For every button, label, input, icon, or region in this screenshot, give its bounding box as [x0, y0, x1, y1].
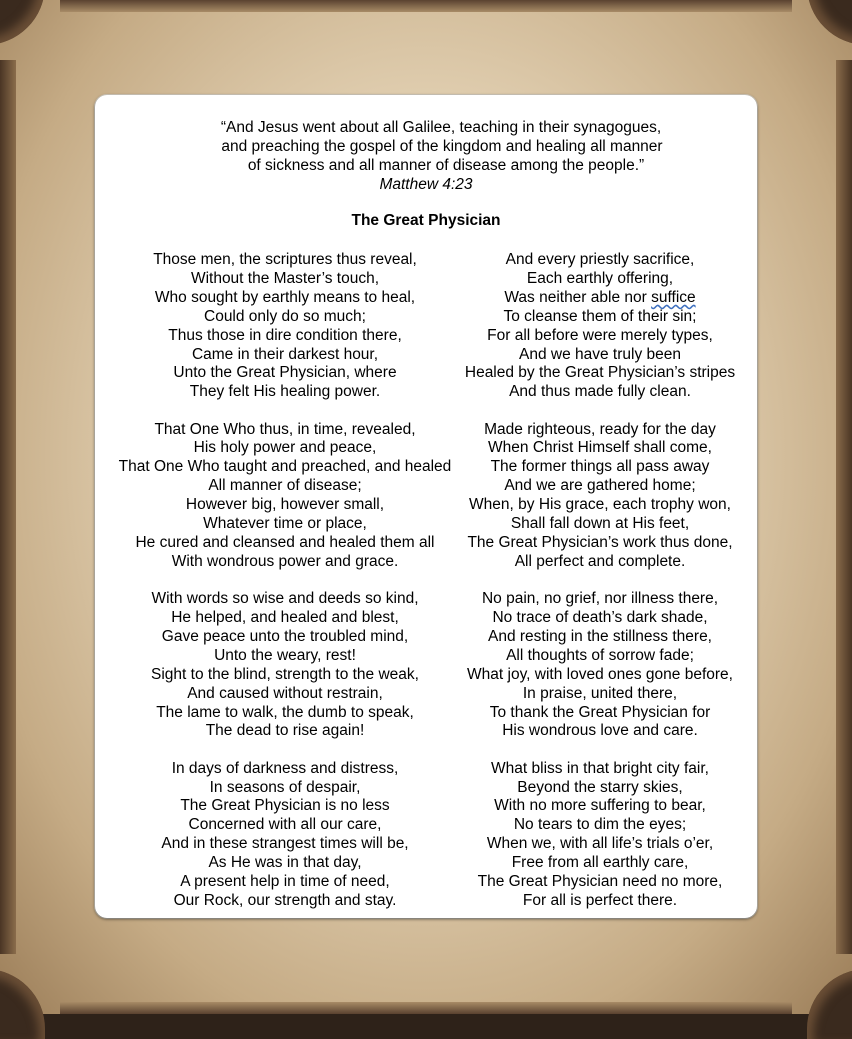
- poem-line: The lame to walk, the dumb to speak,: [156, 703, 414, 721]
- stanza: [445, 760, 755, 911]
- poem-line: And we have truly been: [519, 345, 681, 363]
- poem-column-left: [105, 251, 465, 929]
- poem-line: In praise, united there,: [522, 684, 678, 702]
- poem-line: Gave peace unto the troubled mind,: [161, 627, 409, 645]
- poem-line: And caused without restrain,: [187, 684, 383, 702]
- poem-line: All perfect and complete.: [514, 552, 686, 570]
- frame-edge-right: [836, 60, 852, 954]
- frame-edge-bottom: [60, 1002, 792, 1014]
- poem-line: The Great Physician is no less: [180, 797, 390, 815]
- poem-line: No pain, no grief, nor illness there,: [481, 590, 719, 608]
- poem-line: Sight to the blind, strength to the weak,: [151, 665, 419, 683]
- frame-corner-top-right: [807, 0, 852, 45]
- poem-line: Free from all earthly care,: [511, 854, 689, 872]
- poem-line: He helped, and healed and blest,: [171, 609, 399, 626]
- poem-line: The Great Physician need no more,: [477, 873, 723, 891]
- poem-line: And we are gathered home;: [504, 477, 696, 495]
- poem-line: That One Who taught and preached, and healed: [118, 458, 452, 476]
- poem-line: Our Rock, our strength and stay.: [173, 891, 397, 909]
- poem-line: Made righteous, ready for the day: [484, 420, 716, 438]
- poem-line: Whatever time or place,: [203, 515, 367, 533]
- poem-line: All manner of disease;: [208, 477, 362, 495]
- poem-line: Those men, the scriptures thus reveal,: [153, 251, 417, 268]
- epigraph-line: of sickness and all manner of disease among the people.”: [247, 156, 645, 174]
- poem-line: Who sought by earthly means to heal,: [154, 288, 416, 306]
- poem-line: What bliss in that bright city fair,: [491, 759, 709, 777]
- poem-line: And thus made fully clean.: [509, 383, 691, 401]
- spellcheck-word: suffice: [651, 288, 696, 306]
- poem-line: Was neither able nor suffice: [504, 288, 696, 306]
- frame-corner-bottom-left: [0, 969, 45, 1039]
- poem-line: Came in their darkest hour,: [191, 345, 379, 363]
- epigraph-line: and preaching the gospel of the kingdom and healing all manner: [221, 137, 663, 155]
- poem-line: The dead to rise again!: [205, 722, 365, 740]
- poem-line: However big, however small,: [185, 496, 385, 514]
- poem-column-right: [445, 251, 755, 929]
- poem-line: Beyond the starry skies,: [517, 778, 683, 796]
- poem-line: And every priestly sacrifice,: [505, 251, 695, 268]
- frame-corner-top-left: [0, 0, 45, 45]
- stanza: [105, 421, 465, 572]
- poem-line: With no more suffering to bear,: [494, 797, 706, 815]
- epigraph-citation: Matthew 4:23: [379, 175, 473, 193]
- poem-line: A present help in time of need,: [180, 873, 390, 891]
- poem-line: With wondrous power and grace.: [171, 552, 399, 570]
- poem-line: Could only do so much;: [204, 307, 366, 325]
- poem-line: No trace of death’s dark shade,: [492, 609, 708, 626]
- poem-line: His wondrous love and care.: [502, 722, 698, 740]
- poem-line: He cured and cleansed and healed them all: [135, 533, 435, 551]
- poem-line: For all is perfect there.: [522, 891, 678, 909]
- poem-line: When Christ Himself shall come,: [488, 439, 712, 457]
- poem-line: Unto the Great Physician, where: [173, 364, 397, 382]
- poem-line: That One Who thus, in time, revealed,: [154, 420, 416, 438]
- poem-line: In days of darkness and distress,: [171, 759, 399, 777]
- poem-line: As He was in that day,: [208, 854, 362, 872]
- frame-edge-top: [60, 0, 792, 12]
- poem-line: They felt His healing power.: [189, 383, 381, 401]
- poem-line: And in these strangest times will be,: [161, 835, 409, 853]
- frame-edge-left: [0, 60, 16, 954]
- poem-line: For all before were merely types,: [487, 326, 713, 344]
- poem-line: Thus those in dire condition there,: [168, 326, 402, 344]
- poem-line: Healed by the Great Physician’s stripes: [464, 364, 736, 382]
- stanza: [105, 251, 465, 402]
- poem-line: Shall fall down at His feet,: [510, 515, 690, 533]
- epigraph-line: “And Jesus went about all Galilee, teaching in their synagogues,: [220, 119, 662, 136]
- poem-line: Each earthly offering,: [526, 269, 674, 287]
- poem-title: The Great Physician: [351, 212, 501, 229]
- stanza: [445, 251, 755, 402]
- stanza: [105, 590, 465, 741]
- poem-page: [95, 95, 757, 918]
- poem-line: Unto the weary, rest!: [214, 646, 356, 664]
- stanza: [105, 760, 465, 911]
- stanza: [445, 421, 755, 572]
- poem-line: Without the Master’s touch,: [190, 269, 380, 287]
- poem-line: Concerned with all our care,: [188, 816, 382, 834]
- epigraph: [95, 119, 757, 195]
- poem-line: All thoughts of sorrow fade;: [506, 646, 694, 664]
- poem-line: The Great Physician’s work thus done,: [467, 533, 733, 551]
- poem-line: And resting in the stillness there,: [487, 627, 712, 645]
- stanza: [445, 590, 755, 741]
- poem-line: When, by His grace, each trophy won,: [469, 496, 731, 514]
- poem-line: The former things all pass away: [490, 458, 710, 476]
- poem-line: To cleanse them of their sin;: [503, 307, 697, 325]
- poem-line: To thank the Great Physician for: [489, 703, 711, 721]
- poem-line: What joy, with loved ones gone before,: [467, 665, 733, 683]
- poem-line: His holy power and peace,: [193, 439, 377, 457]
- poem-line: In seasons of despair,: [209, 778, 361, 796]
- poem-line: When we, with all life’s trials o’er,: [486, 835, 714, 853]
- poem-line: With words so wise and deeds so kind,: [151, 590, 419, 608]
- poem-line: No tears to dim the eyes;: [513, 816, 687, 834]
- frame-corner-bottom-right: [807, 969, 852, 1039]
